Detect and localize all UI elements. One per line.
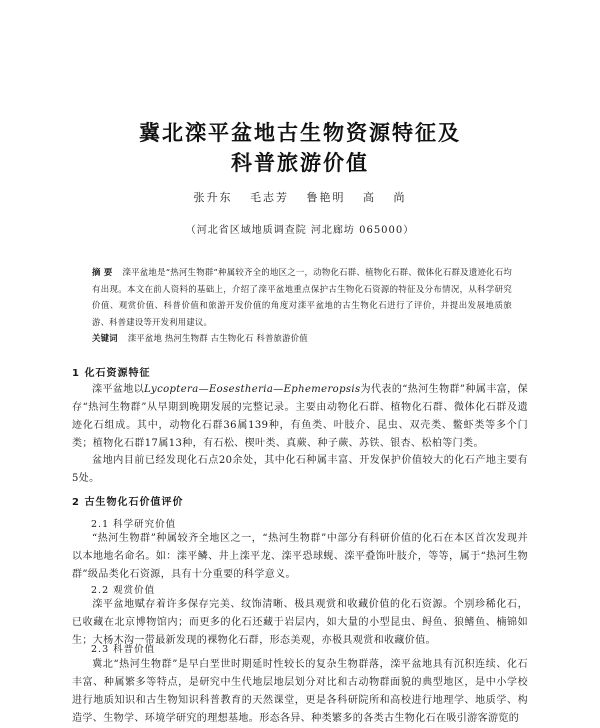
section-2-heading: 2 古生物化石价值评价 [72,497,184,508]
section-1-paragraph-2 [72,452,528,488]
sub1-text: “热河生物群”种属较齐全地区之一，“热河生物群”中部分有科研价值的化石在本区首次发现并以本地地名命名。如：滦平鳞、井上滦平龙、滦平恐球蚬、滦平叠饰叶肢介，等等，属于“热河生物群”级品类化石资源，具有十分重要的科学意义。 [72,533,528,580]
subsection-2-1-heading: 2.1 科学研究价值 [91,519,177,530]
subsection-2-2-heading: 2.2 观赏价值 [91,585,156,596]
author-list: 张升东 毛志芳 鲁艳明 高 尚 [193,191,407,204]
abstract-text: 滦平盆地是“热河生物群”种属较齐全的地区之一，动物化石群、植物化石群、微体化石群及遗迹化石均有出现。本文在前人资料的基础上，介绍了滦平盆地重点保护古生物化石资源的特征及分布情况，从科学研究价值、观赏价值、科普价值和旅游开发价值的角度对滦平盆地的古生物化石进行了评价，并提出发展地质旅游、科普建设等开发利用建议。 [92,267,512,327]
sub2-text: 滦平盆地赋存着许多保存完美、纹饰清晰、极具观赏和收藏价值的化石资源。个别珍稀化石，已收藏在北京博物馆内；而更多的化石还藏于岩层内，如大量的小型昆虫、鲟鱼、狼鳍鱼、楠锦如生；大杨木沟一带最新发现的裸物化石群，形态美观，亦极具观赏和收藏价值。 [72,599,528,646]
paper-title-line-2: 科普旅游价值 [231,151,369,175]
section-1-paragraph-1 [72,381,528,453]
genus-names: Lycoptera—Eosestheria—Ephemeropsis [144,384,361,395]
keywords-text: 滦平盆地 热河生物群 古生物化石 科普旅游价值 [127,333,308,343]
affiliation: （河北省区域地质调查院 河北廊坊 065000） [185,225,415,236]
abstract-label: 摘 要 [92,267,113,277]
para1-pre: 滦平盆地以 [92,384,145,395]
sub3-text: 冀北“热河生物群”是早白垩世时期延时性较长的复杂生物群落，滦平盆地具有沉积连续、化石丰富、种属繁多等特点，是研究中生代地层地层划分对比和古动物群面貌的典型地区，是中小学校进行地质知识和古生物知识科普教育的天然课堂，更是各科研院所和高校进行地理学、地质学、构造学、生物学、环境学研究的理想基地。形态各异、种类繁多的各类古生物化石在吸引游客游览的 [72,659,528,724]
abstract-block [92,264,512,347]
para2-text: 盆地内目前已经发现化石点20余处，其中化石种属丰富、开发保护价值较大的化石产地主要有5处。 [72,455,528,484]
section-1-heading: 1 化石资源特征 [72,368,151,379]
subsection-2-1-text [72,530,528,584]
paper-title-line-1: 冀北滦平盆地古生物资源特征及 [139,121,461,145]
subsection-2-3-heading: 2.3 科普价值 [91,644,156,655]
para1-post: 为代表的“热河生物群”种属丰富，保存“热河生物群”从早期到晚期发展的完整记录。主要由动物化石群、植物化石群、微体化石群及遗迹化石组成。其中，动物化石群36属139种，有鱼类、叶肢介、昆虫、双壳类、鳖虾类等多个门类；植物化石群17属13种，有石松、楔叶类、真蕨、种子蕨、苏铁、银杏、松柏等门类。 [72,384,529,449]
subsection-2-3-text [72,656,528,728]
keywords-label: 关键词 [92,333,118,343]
